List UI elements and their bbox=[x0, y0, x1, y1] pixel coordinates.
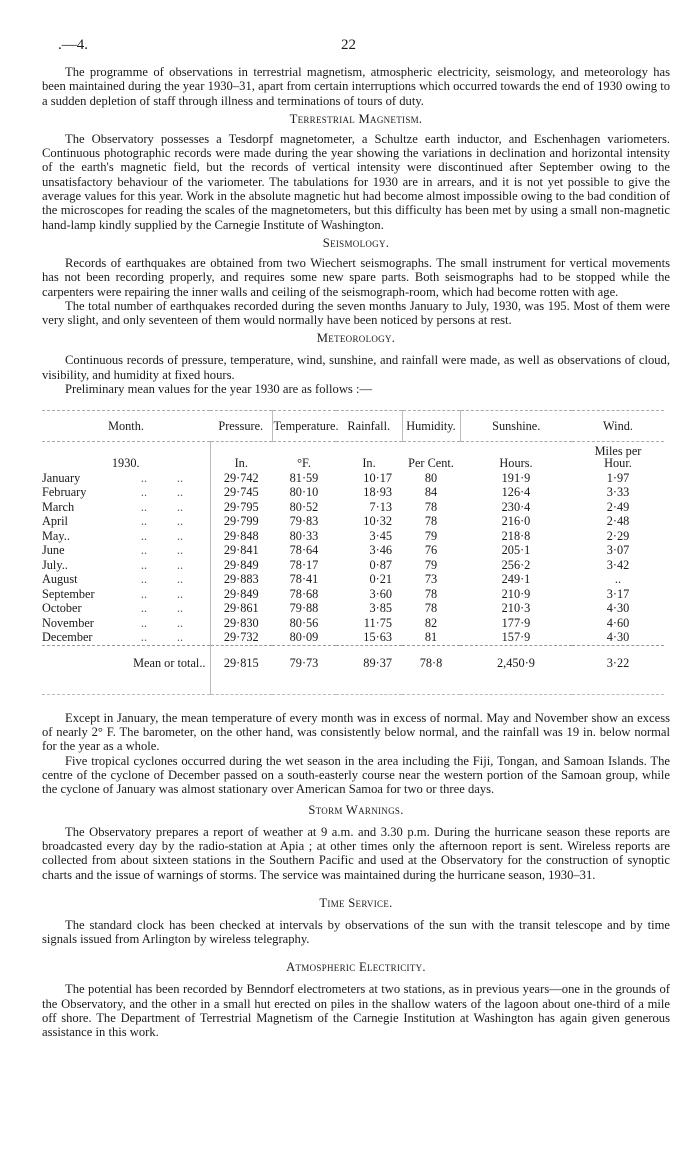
atmospheric-electricity-section bbox=[42, 960, 670, 1039]
intro-section bbox=[42, 65, 670, 108]
pressure-cell: 29·848 bbox=[210, 529, 272, 544]
section-marker: .—4. bbox=[58, 37, 88, 53]
leader-dots: .. bbox=[176, 485, 184, 500]
total-sunshine: 2,450·9 bbox=[460, 645, 572, 680]
leader-dots: .. bbox=[176, 499, 184, 514]
pressure-cell: 29·849 bbox=[210, 558, 272, 573]
wind-cell: 3·42 bbox=[606, 557, 630, 572]
wind-cell: 4·30 bbox=[606, 601, 630, 616]
pressure-cell: 29·841 bbox=[210, 543, 272, 558]
col-header-temperature: Temperature. bbox=[272, 411, 336, 442]
sunshine-cell: 210·9 bbox=[501, 586, 531, 601]
month-cell bbox=[42, 558, 210, 573]
leader-dots: .. bbox=[140, 543, 148, 558]
humidity-cell: 80 bbox=[424, 470, 438, 485]
paragraph: Continuous records of pressure, temperature, wind, sunshine, and rainfall were made, as well as observations of cloud, visibility, and humidity at fixed hours. bbox=[42, 353, 670, 382]
table-row bbox=[42, 587, 664, 602]
humidity-cell: 82 bbox=[424, 615, 438, 630]
table-header-row bbox=[42, 411, 664, 442]
table-row bbox=[42, 601, 664, 616]
empty-cell bbox=[336, 680, 402, 695]
temperature-cell: 81·59 bbox=[289, 470, 319, 485]
unit-sunshine: Hours. bbox=[499, 456, 533, 471]
section-heading: Terrestrial Magnetism. bbox=[289, 111, 423, 126]
leader-dots: .. bbox=[140, 499, 148, 514]
wind-cell: 2·49 bbox=[606, 499, 630, 514]
month-label: December bbox=[42, 630, 93, 645]
table-bottom-rule bbox=[42, 680, 664, 695]
month-label: June bbox=[42, 543, 65, 558]
paragraph: Five tropical cyclones occurred during the wet season in the area including the Fiji, Tongan, and Samoan Islands. The centre of the cyclone of December passed on a south-easterly course near the western portion of the Samoan group, while the cyclone of January was almost stationary over American Samoa for two or three days. bbox=[42, 753, 670, 797]
pressure-cell: 29·732 bbox=[210, 630, 272, 645]
paragraph: The Observatory prepares a report of weather at 9 a.m. and 3.30 p.m. During the hurricane season these reports are broadcasted every day by the radio-station at Apia ; at other times only the afternoon report is sent. Wireless reports are collected from about sixteen stations in the Southern Pacific and used at the Observatory for the construction of synoptic charts and the issue of warnings of storms. The service was maintained during the hurricane season, 1930–31. bbox=[42, 824, 670, 882]
humidity-cell: 73 bbox=[424, 572, 438, 587]
total-label: Mean or total.. bbox=[42, 645, 210, 680]
time-service-section bbox=[42, 896, 670, 947]
paragraph: Records of earthquakes are obtained from two Wiechert seismographs. The small instrument for vertical movements has not been recording properly, and requires some new spare parts. Both seismographs had to be stopped while the carpenters were repairing the inner walls and ceiling of the seismograph-room, which had become rotten with age. bbox=[42, 255, 670, 299]
wind-cell: 3·33 bbox=[606, 485, 630, 500]
wind-cell: 4·60 bbox=[606, 615, 630, 630]
col-header-month: Month. bbox=[42, 411, 210, 442]
wind-cell: 2·29 bbox=[606, 528, 630, 543]
month-label: August bbox=[42, 572, 78, 587]
seismology-section bbox=[42, 236, 670, 327]
paragraph: The potential has been recorded by Benndorf electrometers at two stations, as in previous years—one in the grounds of the Observatory, and the other in a small hut erected on piles in the shallow waters of the lagoon about one-third of a mile off shore. The Department of Terrestrial Magnetism of the Carnegie Institution at Washington has again given generous assistance in this work. bbox=[42, 982, 670, 1040]
meteorology-section bbox=[42, 331, 670, 396]
empty-cell bbox=[272, 680, 336, 695]
total-pressure: 29·815 bbox=[210, 645, 272, 680]
total-temperature: 79·73 bbox=[272, 645, 336, 680]
temperature-cell: 80·10 bbox=[289, 485, 319, 500]
meteorology-table bbox=[42, 410, 664, 695]
col-header-sunshine: Sunshine. bbox=[460, 411, 572, 442]
pressure-cell: 29·799 bbox=[210, 514, 272, 529]
empty-cell bbox=[42, 680, 210, 695]
section-heading: Time Service. bbox=[319, 895, 393, 910]
wind-cell: .. bbox=[614, 572, 622, 587]
rainfall-cell: 7·13 bbox=[369, 499, 392, 514]
temperature-cell: 80·33 bbox=[289, 528, 319, 543]
paragraph: Except in January, the mean temperature of every month was in excess of normal. May and November show an excess of nearly 2° F. The barometer, on the other hand, was consistently below normal, and the rainfall was 19 in. below normal for the year as a whole. bbox=[42, 710, 670, 754]
sunshine-cell: 230·4 bbox=[501, 499, 531, 514]
table-row bbox=[42, 529, 664, 544]
section-heading: Meteorology. bbox=[316, 331, 396, 346]
wind-cell: 3·07 bbox=[606, 543, 630, 558]
temperature-cell: 79·83 bbox=[289, 514, 319, 529]
col-header-humidity: Humidity. bbox=[402, 411, 460, 442]
month-cell bbox=[42, 543, 210, 558]
month-cell bbox=[42, 587, 210, 602]
unit-rainfall: In. bbox=[362, 456, 376, 471]
month-label: September bbox=[42, 586, 95, 601]
empty-cell bbox=[210, 680, 272, 695]
storm-warnings-section bbox=[42, 803, 670, 882]
rainfall-cell: 3·46 bbox=[369, 543, 392, 558]
temperature-cell: 79·88 bbox=[289, 601, 319, 616]
temperature-cell: 80·09 bbox=[289, 630, 319, 645]
intro-paragraph: The programme of observations in terrestrial magnetism, atmospheric electricity, seismology, and meteorology has been maintained during the year 1930–31, apart from certain interruptions which occurred towards the end of 1930 owing to a sudden depletion of staff through illness and terminations of tours of duty. bbox=[42, 65, 670, 108]
humidity-cell: 81 bbox=[424, 630, 438, 645]
rainfall-cell: 3·60 bbox=[369, 586, 392, 601]
sunshine-cell: 256·2 bbox=[501, 557, 531, 572]
sunshine-cell: 218·8 bbox=[501, 528, 531, 543]
rainfall-cell: 0·21 bbox=[369, 572, 392, 587]
humidity-cell: 76 bbox=[424, 543, 438, 558]
leader-dots: .. bbox=[140, 630, 148, 645]
wind-cell: 1·97 bbox=[606, 470, 630, 485]
month-label: October bbox=[42, 601, 82, 616]
paragraph: The standard clock has been checked at intervals by observations of the sun with the transit telescope and by time signals issued from Arlington by wireless telegraphy. bbox=[42, 917, 670, 947]
leader-dots: .. bbox=[176, 470, 184, 485]
table-row bbox=[42, 558, 664, 573]
month-cell bbox=[42, 616, 210, 631]
section-heading: Storm Warnings. bbox=[308, 802, 404, 817]
table-row bbox=[42, 616, 664, 631]
month-cell bbox=[42, 500, 210, 515]
humidity-cell: 79 bbox=[424, 557, 438, 572]
sunshine-cell: 216·0 bbox=[501, 514, 531, 529]
leader-dots: .. bbox=[140, 528, 148, 543]
month-cell bbox=[42, 601, 210, 616]
pressure-cell: 29·795 bbox=[210, 500, 272, 515]
units-row bbox=[42, 442, 664, 471]
table-row bbox=[42, 485, 664, 500]
terrestrial-magnetism-section bbox=[42, 112, 670, 232]
humidity-cell: 78 bbox=[424, 601, 438, 616]
unit-pressure: In. bbox=[210, 442, 272, 471]
humidity-cell: 78 bbox=[424, 514, 438, 529]
humidity-cell: 78 bbox=[424, 499, 438, 514]
total-wind: 3·22 bbox=[572, 645, 664, 680]
temperature-cell: 78·41 bbox=[289, 572, 319, 587]
leader-dots: .. bbox=[140, 572, 148, 587]
col-header-pressure: Pressure. bbox=[210, 411, 272, 442]
wind-cell: 3·17 bbox=[606, 586, 630, 601]
leader-dots: .. bbox=[176, 528, 184, 543]
month-cell bbox=[42, 572, 210, 587]
leader-dots: .. bbox=[176, 630, 184, 645]
sunshine-cell: 205·1 bbox=[501, 543, 531, 558]
sunshine-cell: 126·4 bbox=[501, 485, 531, 500]
page-body bbox=[42, 65, 670, 1040]
empty-cell bbox=[460, 680, 572, 695]
leader-dots: .. bbox=[140, 485, 148, 500]
rainfall-cell: 18·93 bbox=[363, 485, 392, 500]
total-humidity: 78·8 bbox=[402, 645, 460, 680]
month-label: April bbox=[42, 514, 68, 529]
leader-dots: .. bbox=[140, 586, 148, 601]
col-header-wind: Wind. bbox=[572, 411, 664, 442]
sunshine-cell: 191·9 bbox=[501, 470, 531, 485]
leader-dots: .. bbox=[140, 557, 148, 572]
wind-cell: 4·30 bbox=[606, 630, 630, 645]
rainfall-cell: 10·32 bbox=[363, 514, 392, 529]
rainfall-cell: 10·17 bbox=[363, 470, 392, 485]
rainfall-cell: 15·63 bbox=[363, 630, 392, 645]
table-row bbox=[42, 500, 664, 515]
table-row bbox=[42, 514, 664, 529]
leader-dots: .. bbox=[176, 615, 184, 630]
paragraph: The total number of earthquakes recorded during the seven months January to July, 1930, was 195. Most of them were very slight, and only seventeen of them would normally have been noticed by persons at rest. bbox=[42, 298, 670, 328]
month-label: February bbox=[42, 485, 87, 500]
humidity-cell: 84 bbox=[424, 485, 438, 500]
year-label: 1930. bbox=[111, 456, 140, 471]
pressure-cell: 29·861 bbox=[210, 601, 272, 616]
wind-cell: 2·48 bbox=[606, 514, 630, 529]
empty-cell bbox=[572, 680, 664, 695]
total-rainfall: 89·37 bbox=[336, 645, 402, 680]
temperature-cell: 78·64 bbox=[289, 543, 319, 558]
unit-temperature: °F. bbox=[297, 456, 311, 471]
pressure-cell: 29·830 bbox=[210, 616, 272, 631]
pressure-cell: 29·742 bbox=[210, 471, 272, 486]
month-cell bbox=[42, 471, 210, 486]
sunshine-cell: 249·1 bbox=[501, 572, 531, 587]
month-label: January bbox=[42, 470, 81, 485]
month-label: November bbox=[42, 615, 94, 630]
page-number: 22 bbox=[341, 37, 356, 53]
paragraph: The Observatory possesses a Tesdorpf magnetometer, a Schultze earth inductor, and Eschenhagen variometers. Continuous photographic records were made during the year showing the variations in declination and horizontal intensity of the earth's magnetic field, but the records of vertical intensity were discontinued after September owing to the unsatisfactory behaviour of the variometer. The tabulations for 1930 are in arrears, and it is not yet possible to give the average values for this year. Work in the absolute magnetic hut had become almost impossible owing to the bad condition of the microscopes for reading the scales of the magnetometers, but this difficulty has been met by using a small non-magnetic hand-lamp kindly supplied by the Carnegie Institute of Washington. bbox=[42, 131, 670, 232]
temperature-cell: 78·17 bbox=[289, 557, 319, 572]
temperature-cell: 80·52 bbox=[289, 499, 319, 514]
section-heading: Seismology. bbox=[322, 235, 390, 250]
temperature-cell: 80·56 bbox=[289, 615, 319, 630]
leader-dots: .. bbox=[140, 514, 148, 529]
month-cell bbox=[42, 630, 210, 645]
unit-humidity: Per Cent. bbox=[408, 456, 454, 471]
leader-dots: .. bbox=[140, 470, 148, 485]
month-label: May.. bbox=[42, 528, 70, 543]
leader-dots: .. bbox=[176, 543, 184, 558]
after-table-section bbox=[42, 711, 670, 797]
table-row bbox=[42, 630, 664, 645]
month-cell bbox=[42, 485, 210, 500]
rainfall-cell: 3·85 bbox=[369, 601, 392, 616]
humidity-cell: 79 bbox=[424, 528, 438, 543]
leader-dots: .. bbox=[176, 601, 184, 616]
month-cell bbox=[42, 514, 210, 529]
leader-dots: .. bbox=[176, 572, 184, 587]
empty-cell bbox=[402, 680, 460, 695]
rainfall-cell: 3·45 bbox=[369, 528, 392, 543]
table-row bbox=[42, 543, 664, 558]
month-label: March bbox=[42, 499, 75, 514]
pressure-cell: 29·745 bbox=[210, 485, 272, 500]
total-row bbox=[42, 645, 664, 680]
col-header-rainfall: Rainfall. bbox=[336, 411, 402, 442]
rainfall-cell: 0·87 bbox=[369, 557, 392, 572]
unit-wind: Miles per Hour. bbox=[594, 444, 642, 471]
table-row bbox=[42, 572, 664, 587]
table-row bbox=[42, 471, 664, 486]
pressure-cell: 29·883 bbox=[210, 572, 272, 587]
leader-dots: .. bbox=[176, 514, 184, 529]
leader-dots: .. bbox=[140, 615, 148, 630]
month-cell bbox=[42, 529, 210, 544]
month-label: July.. bbox=[42, 557, 68, 572]
leader-dots: .. bbox=[140, 601, 148, 616]
temperature-cell: 78·68 bbox=[289, 586, 319, 601]
leader-dots: .. bbox=[176, 586, 184, 601]
sunshine-cell: 210·3 bbox=[501, 601, 531, 616]
section-heading: Atmospheric Electricity. bbox=[286, 960, 426, 975]
rainfall-cell: 11·75 bbox=[363, 615, 392, 630]
paragraph: Preliminary mean values for the year 1930 are as follows :— bbox=[65, 382, 373, 397]
humidity-cell: 78 bbox=[424, 586, 438, 601]
leader-dots: .. bbox=[176, 557, 184, 572]
sunshine-cell: 177·9 bbox=[501, 615, 531, 630]
sunshine-cell: 157·9 bbox=[501, 630, 531, 645]
pressure-cell: 29·849 bbox=[210, 587, 272, 602]
